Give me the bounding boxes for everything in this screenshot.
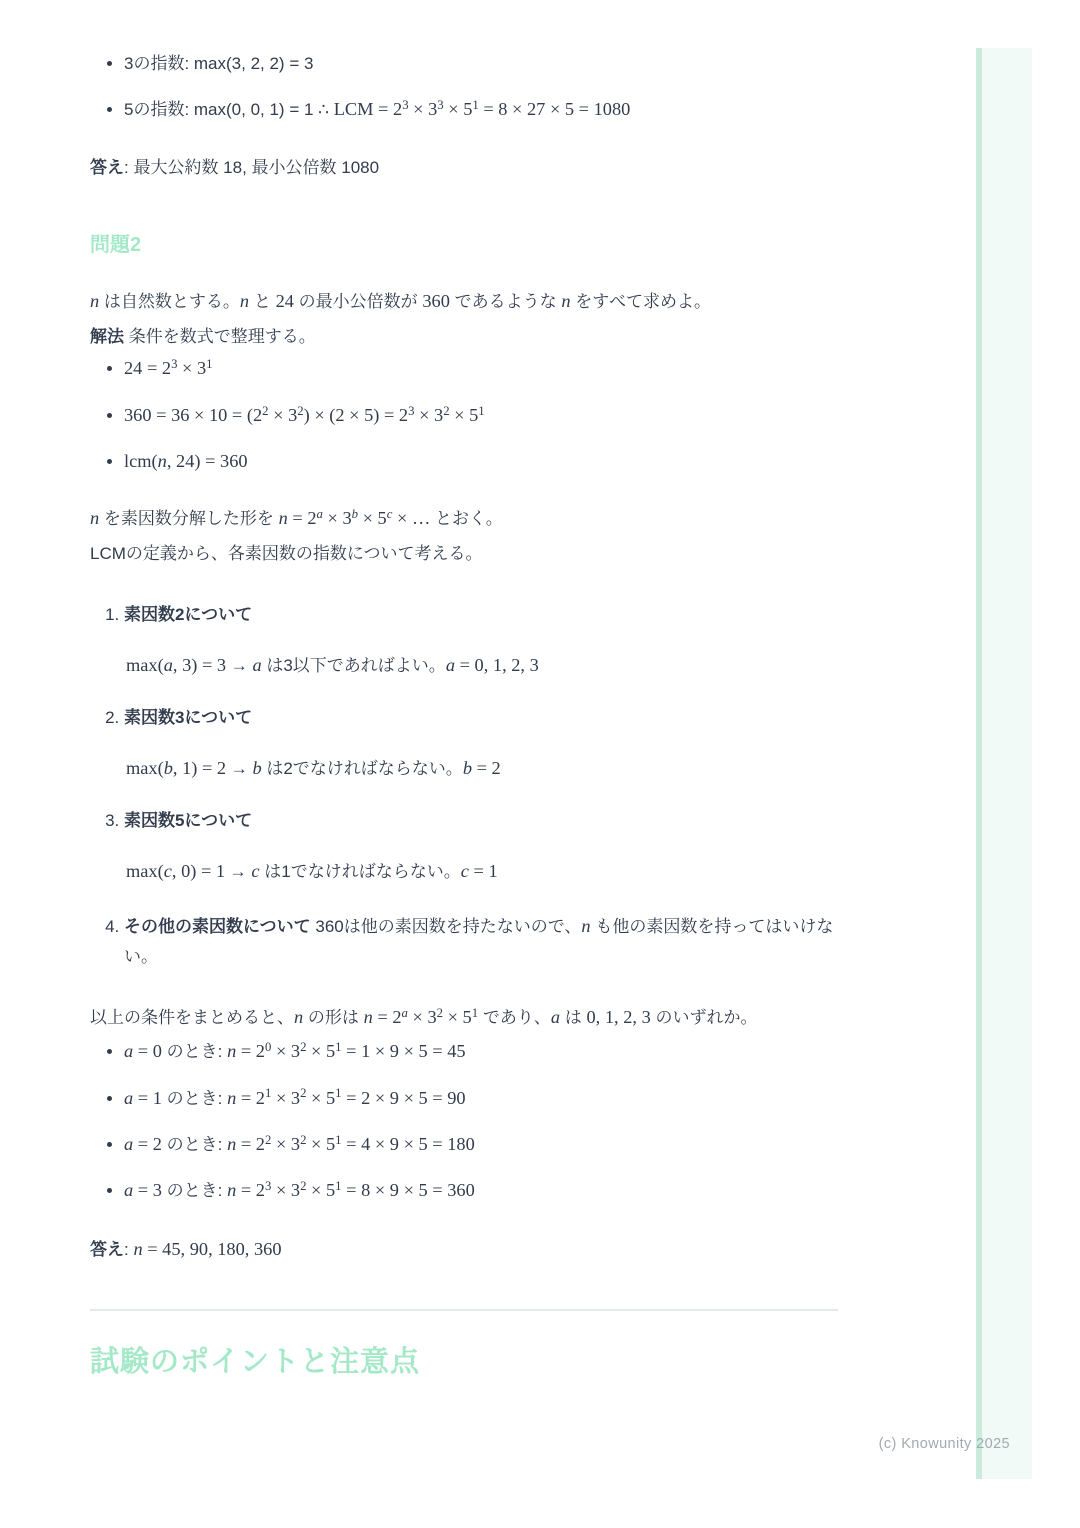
problem2-statement: n は自然数とする。n と 24 の最小公倍数が 360 であるような n をすべて求めよ。 <box>90 291 711 312</box>
list-item: • $24 = 2^3 \times 3^1$ <box>124 353 838 383</box>
setup-line: n を素因数分解した形を $n = 2^a \times 3^b \times 5^c$ × … とおく。 <box>90 507 503 529</box>
section-divider <box>90 1309 838 1311</box>
case-inline-text: 4. その他の素因数について 360は他の素因数を持たないので、n も他の素因数を持ってはいけない。 <box>124 915 834 966</box>
problem2-answer: 答え: n = 45, 90, 180, 360 <box>90 1239 282 1260</box>
prime-case-list <box>90 600 838 971</box>
case-body: max(b, 1) = 2 → b は2でなければならない。b = 2 <box>126 758 501 779</box>
case-title: 1. 素因数2について <box>124 605 253 625</box>
setup-line: LCMの定義から、各素因数の指数について考える。 <box>90 544 483 564</box>
case-item-prime2 <box>124 600 838 680</box>
list-item: • $360 = 36 \times 10 = (2^2 \times 3^2) \times (2 \times 5) = 2^3 \times 3^2 \times 5^1$ <box>124 400 838 430</box>
case-title: 3. 素因数5について <box>124 811 253 831</box>
case-body: max(c, 0) = 1 → c は1でなければならない。c = 1 <box>126 861 498 882</box>
summary-paragraph: 以上の条件をまとめると、n の形は $n = 2^a \times 3^2 \times 5^1$ であり、a は 0, 1, 2, 3 のいずれか。 <box>90 1006 758 1028</box>
list-item: • a = 1 のとき: $n = 2^1 \times 3^2 \times 5^1 = 2 \times 9 \times 5 = 90$ <box>124 1083 838 1113</box>
list-item: • a = 0 のとき: $n = 2^0 \times 3^2 \times 5^1 = 1 \times 9 \times 5 = 45$ <box>124 1036 838 1066</box>
problem1-answer: 答え: 最大公約数 18, 最小公倍数 1080 <box>90 158 380 178</box>
evaluation-bullet-list <box>90 1036 838 1205</box>
case-title: 2. 素因数3について <box>124 708 253 728</box>
case-item-other-primes <box>124 910 838 972</box>
list-item: • a = 3 のとき: $n = 2^3 \times 3^2 \times 5^1 = 8 \times 9 \times 5 = 360$ <box>124 1175 838 1205</box>
exponent-bullet-list <box>90 50 838 124</box>
case-body: max(a, 3) = 3 → a は3以下であればよい。a = 0, 1, 2, 3 <box>126 654 539 675</box>
setup-paragraph <box>90 501 838 570</box>
problem2-heading: 問題2 <box>90 234 142 257</box>
list-item: • 3の指数: max(3, 2, 2) = 3 <box>124 50 838 78</box>
list-item: • a = 2 のとき: $n = 2^2 \times 3^2 \times 5^1 = 4 \times 9 \times 5 = 180$ <box>124 1129 838 1159</box>
solution-method-line: 解法 条件を数式で整理する。 <box>90 327 316 347</box>
list-item: • 5の指数: max(0, 0, 1) = 1 ∴ LCM = $2^3 \times 3^3 \times 5^1 = 8 \times 27 \times 5 = 1080$ <box>124 94 838 124</box>
next-section-heading: 試験のポイントと注意点 <box>90 1346 421 1379</box>
facts-bullet-list <box>90 353 838 476</box>
case-item-prime3 <box>124 703 838 783</box>
document-content <box>90 50 838 1380</box>
list-item: • lcm(n, 24) = 360 <box>124 446 838 476</box>
copyright-note: (c) Knowunity 2025 <box>878 1436 1010 1452</box>
page-edge-accent-bar <box>976 48 1032 1479</box>
case-item-prime5 <box>124 806 838 886</box>
